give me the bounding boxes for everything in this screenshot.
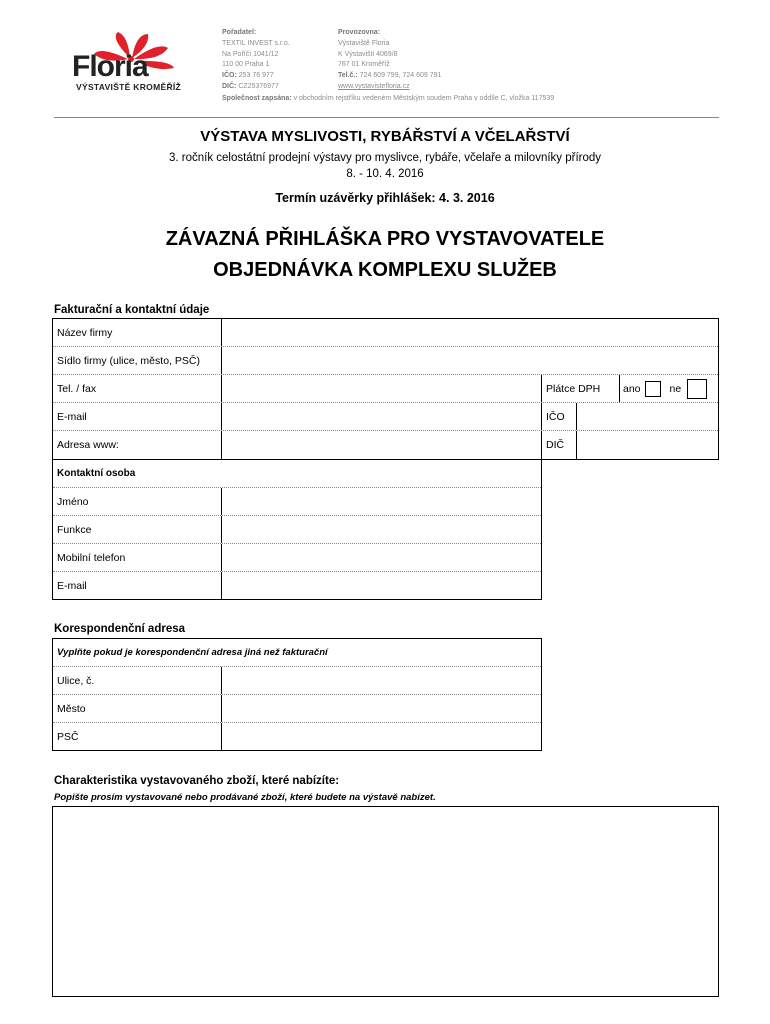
organizer-ico-value: 253 76 977	[236, 72, 274, 80]
registration-label: Společnost zapsána:	[222, 95, 292, 102]
email-label: E-mail	[57, 410, 87, 423]
street-input[interactable]	[221, 667, 541, 694]
venue-tel-value: 724 609 799, 724 609 791	[357, 72, 442, 80]
contact-email-input[interactable]	[221, 572, 541, 599]
vat-no-checkbox[interactable]	[687, 379, 707, 399]
contact-role-label: Funkce	[57, 523, 92, 536]
venue-block	[338, 28, 441, 93]
header-divider	[54, 117, 719, 118]
table-row	[53, 488, 541, 516]
logo-wordmark: Floria	[72, 50, 148, 83]
correspondence-hint: Vyplňte pokud je korespondenční adresa jiná než fakturační	[57, 647, 328, 658]
registration-note	[222, 95, 554, 102]
table-row	[53, 572, 541, 599]
venue-tel-label: Tel.č.:	[338, 72, 358, 80]
deadline: Termín uzávěrky přihlášek: 4. 3. 2016	[275, 191, 495, 205]
table-row	[53, 516, 541, 544]
venue-line: 767 01 Kroměříž	[338, 61, 390, 69]
registration-text: v obchodním rejstříku vedeném Městským soudem Praha v oddíle C, vložka 117539	[291, 95, 555, 102]
organizer-dic-label: DIČ:	[222, 82, 237, 90]
goods-hint: Popište prosím vystavované nebo prodávané zboží, které budete na výstavě nabízet.	[54, 792, 436, 803]
organizer-line: TEXTIL INVEST s.r.o.	[222, 39, 290, 47]
organizer-line: Na Poříčí 1041/12	[222, 50, 279, 58]
web-input[interactable]	[221, 431, 541, 459]
vat-yes-checkbox[interactable]	[645, 381, 661, 397]
ico-label: IČO	[541, 403, 576, 430]
goods-section-title: Charakteristika vystavovaného zboží, které nabízíte:	[54, 775, 340, 787]
organizer-dic-value: CZ25376977	[236, 82, 279, 90]
venue-web-link[interactable]: www.vystavistefloria.cz	[338, 82, 410, 90]
table-row	[53, 403, 718, 431]
billing-section-title: Fakturační a kontaktní údaje	[54, 304, 210, 316]
address-input[interactable]	[221, 347, 718, 374]
venue-heading: Provozovna:	[338, 29, 381, 36]
vat-payer-options	[619, 375, 718, 402]
contact-role-input[interactable]	[221, 516, 541, 543]
table-row	[53, 375, 718, 403]
email-input[interactable]	[221, 403, 541, 430]
billing-table	[52, 318, 719, 460]
city-input[interactable]	[221, 695, 541, 722]
dic-label: DIČ	[541, 431, 576, 459]
vat-payer-label: Plátce DPH	[541, 375, 619, 402]
venue-line: Výstaviště Floria	[338, 39, 390, 47]
zip-input[interactable]	[221, 723, 541, 750]
zip-label: PSČ	[57, 730, 79, 743]
company-name-input[interactable]	[221, 319, 718, 346]
ico-input[interactable]	[576, 403, 718, 430]
logo-subtitle: VÝSTAVIŠTĚ KROMĚŘÍŽ	[76, 82, 182, 92]
vat-no-label: ne	[669, 382, 682, 395]
phone-input[interactable]	[221, 375, 541, 402]
table-row	[53, 695, 541, 723]
table-row	[53, 639, 541, 667]
correspondence-section-title: Korespondenční adresa	[54, 623, 186, 635]
venue-line: K Výstavišti 4069/8	[338, 50, 398, 58]
goods-description-textarea[interactable]	[52, 806, 719, 997]
organizer-heading: Pořadatel:	[222, 29, 257, 36]
phone-label: Tel. / fax	[57, 382, 97, 395]
form-title: ZÁVAZNÁ PŘIHLÁŠKA PRO VYSTAVOVATELE	[165, 228, 605, 250]
table-row	[53, 431, 718, 459]
table-row	[53, 667, 541, 695]
event-dates: 8. - 10. 4. 2016	[346, 168, 424, 180]
organizer-ico-label: IČO:	[222, 72, 237, 80]
contact-name-label: Jméno	[57, 495, 89, 508]
vat-yes-label: ano	[623, 382, 641, 395]
organizer-block	[222, 28, 290, 93]
contact-section-title: Kontaktní osoba	[57, 468, 136, 479]
web-label: Adresa www:	[57, 439, 119, 451]
table-row	[53, 347, 718, 375]
table-row	[53, 460, 541, 488]
street-label: Ulice, č.	[57, 674, 95, 687]
contact-email-label: E-mail	[57, 579, 87, 592]
table-row	[53, 723, 541, 750]
event-title: VÝSTAVA MYSLIVOSTI, RYBÁŘSTVÍ A VČELAŘSTVÍ	[200, 128, 570, 145]
contact-table	[52, 459, 542, 600]
dic-input[interactable]	[576, 431, 718, 459]
contact-mobile-input[interactable]	[221, 544, 541, 571]
city-label: Město	[57, 702, 86, 715]
contact-name-input[interactable]	[221, 488, 541, 515]
table-row	[53, 544, 541, 572]
address-label: Sídlo firmy (ulice, město, PSČ)	[57, 354, 200, 367]
correspondence-table	[52, 638, 542, 751]
event-subtitle: 3. ročník celostátní prodejní výstavy pro myslivce, rybáře, včelaře a milovníky přírody	[168, 152, 602, 164]
form-subtitle: OBJEDNÁVKA KOMPLEXU SLUŽEB	[213, 259, 557, 281]
contact-mobile-label: Mobilní telefon	[57, 551, 126, 564]
table-row	[53, 319, 718, 347]
company-name-label: Název firmy	[57, 326, 113, 339]
organizer-line: 110 00 Praha 1	[222, 61, 270, 69]
